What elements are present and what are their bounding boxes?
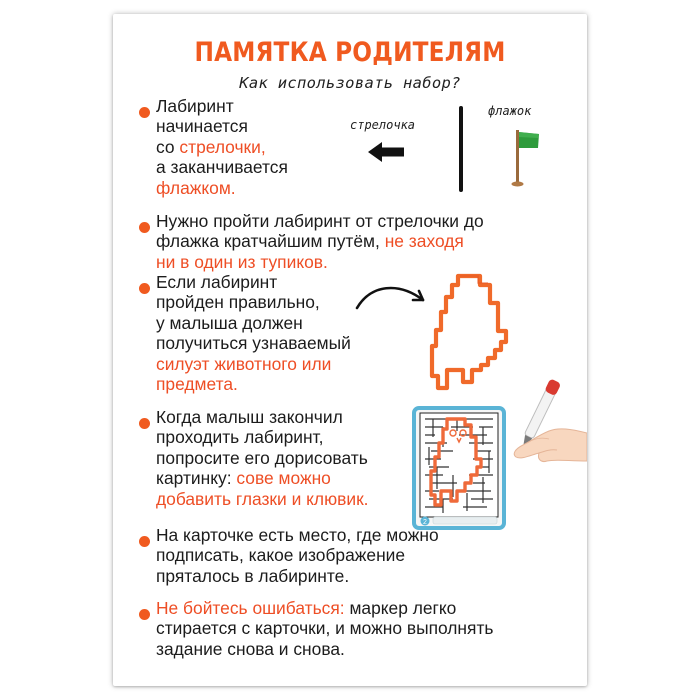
text-line xyxy=(156,427,369,447)
section-erase xyxy=(156,598,493,659)
body-text: начинается xyxy=(156,116,248,137)
divider-line xyxy=(459,106,463,192)
text-line xyxy=(156,374,351,394)
text-line xyxy=(156,468,369,488)
flag-label: флажок xyxy=(488,104,532,118)
text-line xyxy=(156,96,288,116)
body-text: Когда малыш закончил xyxy=(156,407,343,427)
highlight-text: флажком. xyxy=(156,177,236,198)
body-text: стирается с карточки, и можно выполнять xyxy=(156,618,494,639)
text-line xyxy=(156,448,369,468)
highlight-text: сове можно xyxy=(236,468,331,489)
body-text: проходить лабиринт, xyxy=(156,427,324,448)
text-line xyxy=(156,566,439,586)
body-text: пройден правильно, xyxy=(156,292,320,313)
body-text: со xyxy=(156,136,180,157)
bullet-2 xyxy=(139,222,150,233)
page-title: ПАМЯТКА РОДИТЕЛЯМ xyxy=(194,37,506,68)
text-line xyxy=(156,354,351,374)
body-text: флажка кратчайшим путём, xyxy=(156,231,385,252)
bullet-3 xyxy=(139,283,150,294)
highlight-text: Не бойтесь ошибаться: xyxy=(156,598,345,618)
bullet-5 xyxy=(139,536,150,547)
highlight-text: предмета. xyxy=(156,374,238,395)
bullet-4 xyxy=(139,418,150,429)
body-text: На карточке есть место, где можно xyxy=(156,525,439,545)
highlight-text: добавить глазки и клювик. xyxy=(156,488,369,509)
text-line xyxy=(156,639,493,659)
parents-memo-card xyxy=(113,14,587,686)
text-line xyxy=(156,313,351,333)
arrow-label: стрелочка xyxy=(350,118,416,132)
body-text: задание снова и снова. xyxy=(156,638,345,659)
flag-icon xyxy=(505,126,545,190)
text-line xyxy=(156,157,288,177)
section-shortest-path xyxy=(156,211,484,272)
text-line xyxy=(156,618,493,638)
section-start-end xyxy=(156,96,288,198)
card-number: 2 xyxy=(423,519,427,526)
highlight-text: стрелочки, xyxy=(179,136,266,157)
body-text: Если лабиринт xyxy=(156,272,278,292)
text-line xyxy=(156,333,351,353)
text-line xyxy=(156,252,484,272)
text-line xyxy=(156,598,493,618)
body-text: а заканчивается xyxy=(156,157,288,178)
text-line xyxy=(156,178,288,198)
body-text: получиться узнаваемый xyxy=(156,333,351,354)
text-line xyxy=(156,272,351,292)
body-text: Нужно пройти лабиринт от стрелочки до xyxy=(156,211,484,231)
owl-silhouette-icon xyxy=(428,272,523,397)
text-line xyxy=(156,211,484,231)
body-text: пряталось в лабиринте. xyxy=(156,565,350,586)
highlight-text: не заходя xyxy=(384,231,464,252)
text-line xyxy=(156,525,439,545)
text-line xyxy=(156,489,369,509)
body-text: подписать, какое изображение xyxy=(156,545,406,566)
curved-arrow-icon xyxy=(353,282,431,322)
body-text: картинку: xyxy=(156,468,237,489)
arrow-left-icon xyxy=(366,140,406,164)
body-text: попросите его дорисовать xyxy=(156,447,368,468)
hand-marker-icon xyxy=(479,381,587,471)
highlight-text: ни в один из тупиков. xyxy=(156,251,328,272)
section-silhouette xyxy=(156,272,351,394)
page-subtitle: Как использовать набор? xyxy=(239,74,461,92)
section-draw-details xyxy=(156,407,369,509)
body-text: Лабиринт xyxy=(156,96,234,116)
text-line xyxy=(156,545,439,565)
highlight-text: силуэт животного или xyxy=(156,353,332,374)
text-line xyxy=(156,231,484,251)
bullet-1 xyxy=(139,107,150,118)
body-text: у малыша должен xyxy=(156,312,303,333)
text-line xyxy=(156,137,288,157)
bullet-6 xyxy=(139,609,150,620)
text-line xyxy=(156,116,288,136)
body-text: маркер легко xyxy=(344,598,457,618)
section-signature xyxy=(156,525,439,586)
text-line xyxy=(156,407,369,427)
text-line xyxy=(156,292,351,312)
